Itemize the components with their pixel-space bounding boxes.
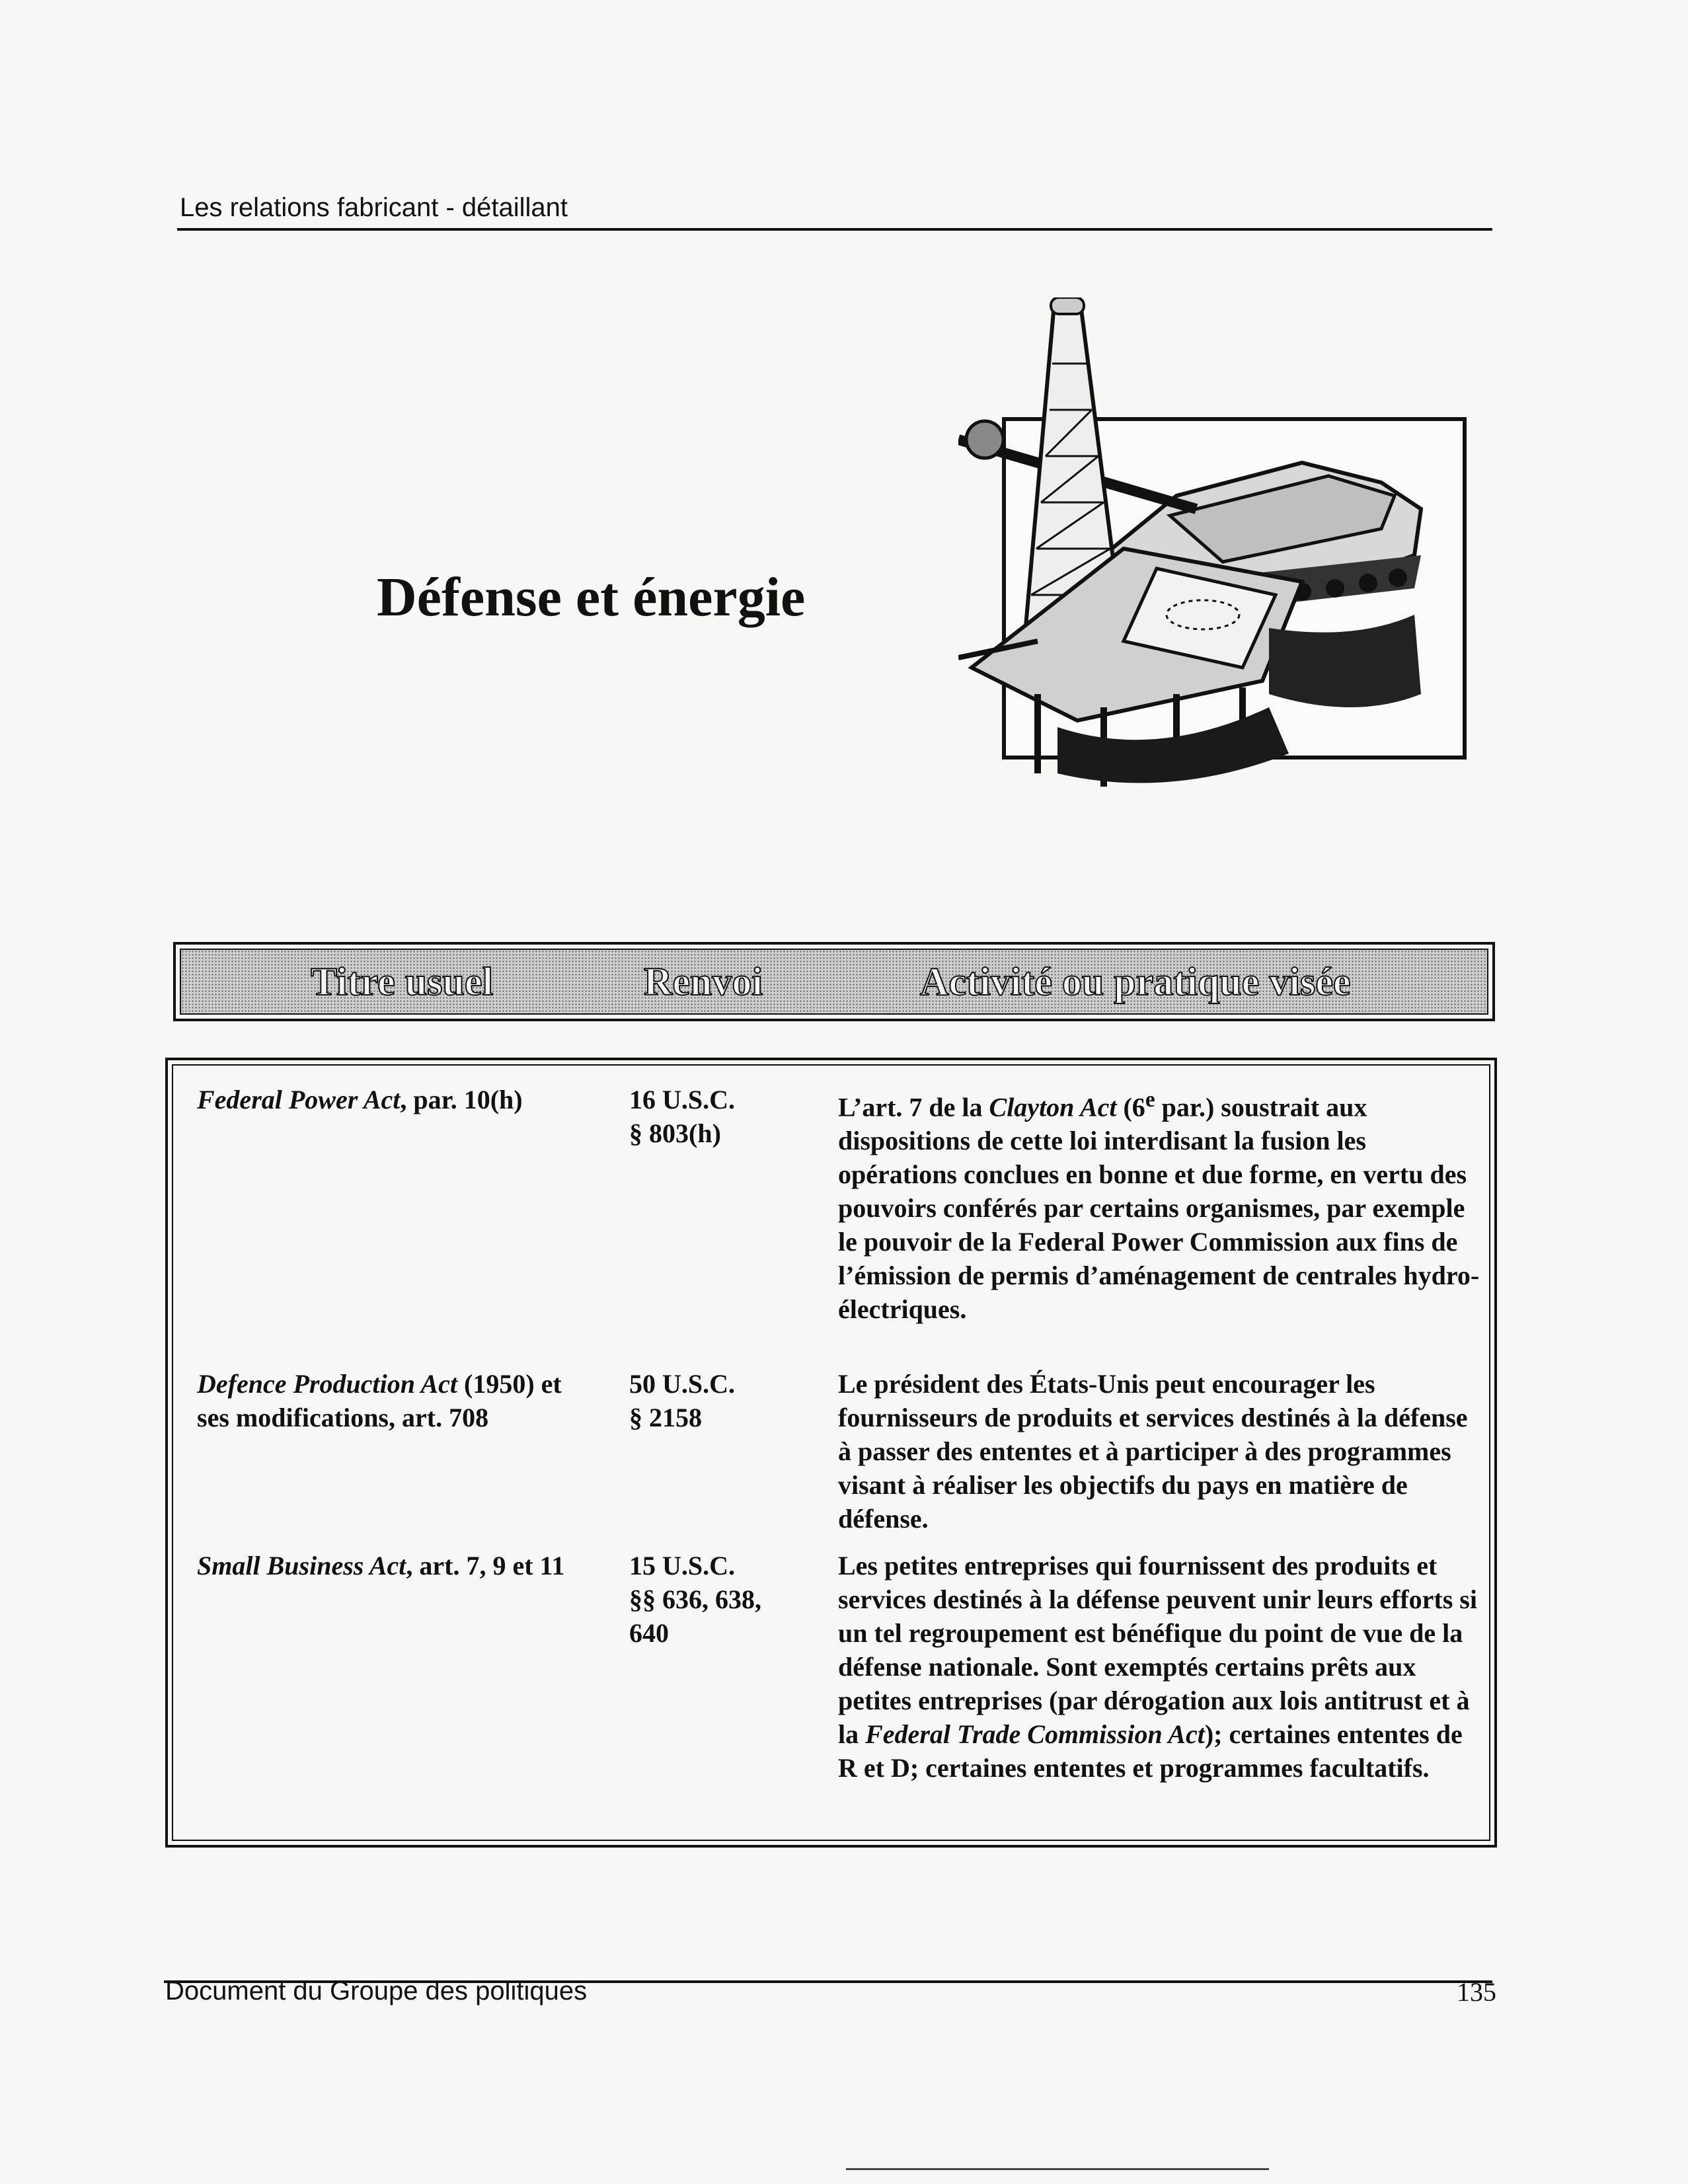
reference-line: 50 U.S.C. (629, 1369, 736, 1399)
activity-act-name: Clayton Act (989, 1092, 1117, 1122)
cell-activite (838, 1083, 1486, 1326)
cell-activite (838, 1549, 1486, 1785)
cell-renvoi (629, 1083, 788, 1150)
table-header-shading (180, 949, 1488, 1015)
cell-titre-usuel (197, 1083, 594, 1116)
act-name: Small Business Act (197, 1551, 406, 1580)
activity-text: par.) soustrait aux dispositions de cette loi interdisant la fusion les opérations conclues en bonne et due forme, en vertu des pouvoirs conférés par certains organismes, par exemple le pouvoir de la Federal Power Commission aux fins de l’émission de permis d’aménagement de centrales hydro-électriques. (838, 1092, 1480, 1325)
cell-titre-usuel (197, 1367, 594, 1434)
footer-document-name: Document du Groupe des politiques (165, 1976, 588, 2006)
reference-line: 15 U.S.C. (629, 1551, 736, 1580)
activity-act-name: Federal Trade Commission Act (865, 1719, 1205, 1749)
reference-line: § 803(h) (629, 1118, 721, 1148)
act-name: Defence Production Act (197, 1369, 458, 1399)
act-detail: , par. 10(h) (400, 1085, 523, 1114)
act-detail: (1950) et ses modifications, art. 708 (197, 1369, 562, 1432)
act-detail: , art. 7, 9 et 11 (406, 1551, 565, 1580)
column-header-activite: Activité ou pratique visée (920, 960, 1351, 1003)
page-number: 135 (1457, 1977, 1496, 2007)
cell-activite (838, 1367, 1486, 1536)
activity-text: Le président des États-Unis peut encourager les fournisseurs de produits et services destinés à la défense à passer des ententes et à participer à des programmes visant à réaliser les objectifs du pays en matière de défense. (838, 1369, 1468, 1534)
statutes-table-body (172, 1064, 1490, 1841)
column-header-titre-usuel: Titre usuel (311, 960, 494, 1003)
activity-superscript: e (1145, 1087, 1155, 1112)
reference-line: §§ 636, 638, (629, 1584, 761, 1614)
reference-line: 16 U.S.C. (629, 1085, 736, 1114)
page-title: Défense et énergie (377, 566, 806, 628)
activity-text: Les petites entreprises qui fournissent des produits et services destinés à la défense peuvent unir leurs efforts si un tel regroupement est bénéfique du point de vue de la défense nationale. Sont exemptés certains prêts aux petites entreprises (par dérogation aux lois antitrust et à la (838, 1551, 1477, 1749)
column-header-renvoi: Renvoi (644, 960, 763, 1003)
activity-text: L’art. 7 de la (838, 1092, 989, 1122)
table-header-band (173, 942, 1495, 1021)
cell-titre-usuel (197, 1549, 594, 1582)
running-head: Les relations fabricant - détaillant (180, 193, 568, 222)
scan-artifact-line (846, 2168, 1269, 2170)
activity-text: ); certaines ententes de R et D; certaines ententes et programmes facultatifs. (838, 1719, 1463, 1783)
statutes-table (165, 1058, 1497, 1848)
activity-text: (6 (1116, 1092, 1145, 1122)
act-name: Federal Power Act (197, 1085, 401, 1114)
reference-line: § 2158 (629, 1403, 702, 1432)
cell-renvoi (629, 1549, 788, 1650)
reference-line: 640 (629, 1618, 669, 1648)
tank-oil-rig-illustration (958, 297, 1474, 800)
cell-renvoi (629, 1367, 788, 1434)
header-rule (177, 228, 1492, 231)
